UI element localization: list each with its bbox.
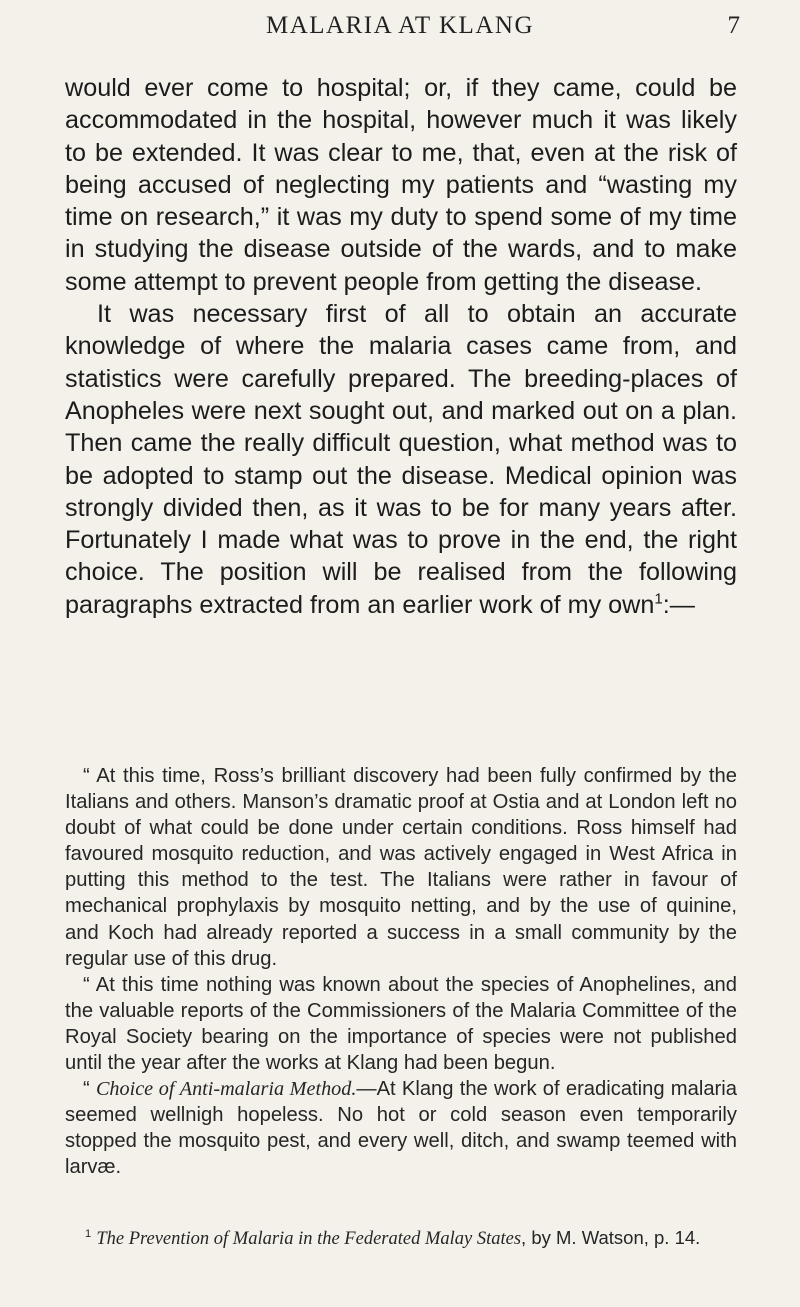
quote-paragraph xyxy=(65,1076,737,1180)
main-text xyxy=(65,72,737,621)
body-paragraph: would ever come to hospital; or, if they came, could be accommodated in the hospital, however much it was likely to be extended. It was clear to me, that, even at the risk of being accused of neglecting my patients and “wasting my time on research,” it was my duty to spend some of my time in studying the disease outside of the wards, and to make some attempt to prevent people from getting the disease. xyxy=(65,74,737,296)
running-header xyxy=(60,10,740,50)
quote-paragraph-text: —At Klang the work of eradicating malaria seemed wellnigh hopeless. No hot or cold season even temporarily stopped the mosquito pest, and every well, ditch, and swamp teemed with larvæ. xyxy=(65,1078,737,1179)
footnote xyxy=(65,1226,737,1251)
running-title: MALARIA AT KLANG xyxy=(266,12,534,39)
page-number: 7 xyxy=(727,12,740,39)
body-paragraph xyxy=(65,298,737,621)
footnote-book-title: The Prevention of Malaria in the Federated Malay States xyxy=(96,1229,522,1249)
footnote-citation: , by M. Watson, p. 14. xyxy=(521,1227,701,1248)
footnote-text xyxy=(65,1226,737,1251)
body-paragraph-text: It was necessary first of all to obtain an accurate knowledge of where the malaria cases came from, and statistics were carefully prepared. The breeding-places of Anopheles were next sought out, and marked out on a plan. Then came the really difficult question, what method was to be adopted to stamp out the disease. Medical opinion was strongly divided then, as it was to be for many years after. Fortunately I made what was to prove in the end, the right choice. The position will be realised from the following paragraphs extracted from an earlier work of my own xyxy=(65,300,737,619)
quotation-block xyxy=(65,763,737,1181)
quote-paragraph: “ At this time nothing was known about the species of Anophelines, and the valuable reports of the Commissioners of the Malaria Committee of the Royal Society bearing on the importance of species were not published until the year after the works at Klang had been begun. xyxy=(65,973,737,1075)
quote-section-heading: Choice of Anti-malaria Method. xyxy=(95,1078,357,1101)
footnote-mark: 1 xyxy=(85,1227,92,1240)
footnote-reference: 1 xyxy=(654,590,663,608)
quote-open-mark: “ xyxy=(83,1078,96,1101)
body-paragraph-ending: :— xyxy=(662,590,695,619)
quote-paragraph: “ At this time, Ross’s brilliant discovery had been fully confirmed by the Italians and others. Manson’s dramatic proof at Ostia and at London left no doubt of what could be done under certain conditions. Ross himself had favoured mosquito reduction, and was actively engaged in West Africa in putting this method to the test. The Italians were rather in favour of mechanical prophylaxis by mosquito netting, and by the use of quinine, and Koch had already reported a success in a small community by the regular use of this drug. xyxy=(65,765,737,970)
